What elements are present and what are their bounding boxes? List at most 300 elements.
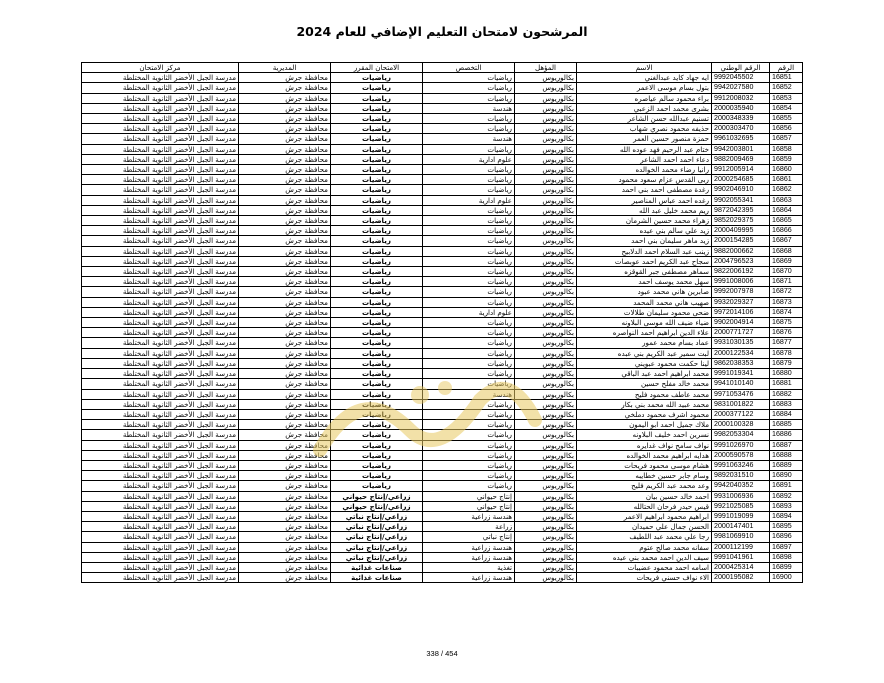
table-row (82, 307, 803, 317)
cell-directorate: محافظة جرش (239, 195, 331, 205)
cell-qualification: بكالوريوس (515, 277, 577, 287)
cell-specialization: رياضيات (423, 420, 515, 430)
cell-exam: رياضيات (331, 389, 423, 399)
cell-exam-center: مدرسة الجبل الأخضر الثانوية المختلطة (82, 399, 239, 409)
cell-qualification: بكالوريوس (515, 471, 577, 481)
cell-qualification: بكالوريوس (515, 83, 577, 93)
table-row (82, 328, 803, 338)
table-row (82, 144, 803, 154)
cell-seq: 16897 (770, 542, 803, 552)
cell-seq: 16855 (770, 114, 803, 124)
cell-national-id: 9931006936 (712, 491, 770, 501)
cell-exam: رياضيات (331, 226, 423, 236)
table-row (82, 154, 803, 164)
cell-name: بشرى محمد احمد الزعبي (577, 103, 712, 113)
cell-exam: رياضيات (331, 73, 423, 83)
cell-name: زيد علي سالم بني عيده (577, 226, 712, 236)
cell-specialization: رياضيات (423, 83, 515, 93)
cell-qualification: بكالوريوس (515, 205, 577, 215)
table-row (82, 358, 803, 368)
cell-exam-center: مدرسة الجبل الأخضر الثانوية المختلطة (82, 522, 239, 532)
table-row (82, 73, 803, 83)
cell-exam: رياضيات (331, 307, 423, 317)
cell-national-id: 9942027580 (712, 83, 770, 93)
cell-national-id: 9982053304 (712, 430, 770, 440)
cell-specialization: رياضيات (423, 93, 515, 103)
cell-name: اسامه احمد محمود عضيبات (577, 562, 712, 572)
cell-qualification: بكالوريوس (515, 338, 577, 348)
cell-qualification: بكالوريوس (515, 389, 577, 399)
cell-specialization: هندسة (423, 389, 515, 399)
cell-name: زيد ماهر سليمان بني احمد (577, 236, 712, 246)
cell-seq: 16889 (770, 460, 803, 470)
cell-name: زينب عبد السلام احمد الدلابيح (577, 246, 712, 256)
cell-exam-center: مدرسة الجبل الأخضر الثانوية المختلطة (82, 501, 239, 511)
cell-specialization: رياضيات (423, 216, 515, 226)
cell-name: رجا علي محمد عبد اللطيف (577, 532, 712, 542)
cell-seq: 16862 (770, 185, 803, 195)
cell-name: نسرين احمد خليف البلاونه (577, 430, 712, 440)
cell-exam-center: مدرسة الجبل الأخضر الثانوية المختلطة (82, 256, 239, 266)
cell-name: تسنيم عبدالله حسن الشاعر (577, 114, 712, 124)
table-row (82, 348, 803, 358)
table-row (82, 511, 803, 521)
table-row (82, 532, 803, 542)
cell-qualification: بكالوريوس (515, 165, 577, 175)
cell-name: وعد محمد عبد الكريم فليح (577, 481, 712, 491)
cell-exam-center: مدرسة الجبل الأخضر الثانوية المختلطة (82, 379, 239, 389)
cell-name: سيف الدين احمد محمد بني عيده (577, 552, 712, 562)
cell-seq: 16895 (770, 522, 803, 532)
cell-exam: رياضيات (331, 338, 423, 348)
cell-seq: 16883 (770, 399, 803, 409)
cell-directorate: محافظة جرش (239, 573, 331, 583)
cell-exam-center: مدرسة الجبل الأخضر الثانوية المختلطة (82, 562, 239, 572)
cell-seq: 16867 (770, 236, 803, 246)
cell-qualification: بكالوريوس (515, 267, 577, 277)
cell-national-id: 9981069910 (712, 532, 770, 542)
cell-directorate: محافظة جرش (239, 460, 331, 470)
table-row (82, 216, 803, 226)
table-row (82, 267, 803, 277)
cell-specialization: رياضيات (423, 318, 515, 328)
table-row (82, 205, 803, 215)
cell-national-id: 9942040352 (712, 481, 770, 491)
cell-seq: 16877 (770, 338, 803, 348)
header-name: الاسم (577, 63, 712, 73)
cell-qualification: بكالوريوس (515, 348, 577, 358)
cell-qualification: بكالوريوس (515, 552, 577, 562)
cell-seq: 16888 (770, 450, 803, 460)
cell-name: عماد بسام محمد عمور (577, 338, 712, 348)
cell-name: ريم محمد خليل عبد الله (577, 205, 712, 215)
cell-directorate: محافظة جرش (239, 226, 331, 236)
cell-seq: 16875 (770, 318, 803, 328)
cell-exam-center: مدرسة الجبل الأخضر الثانوية المختلطة (82, 103, 239, 113)
cell-seq: 16881 (770, 379, 803, 389)
cell-name: بتول بسام موسى الاعمر (577, 83, 712, 93)
cell-exam-center: مدرسة الجبل الأخضر الثانوية المختلطة (82, 124, 239, 134)
cell-specialization: رياضيات (423, 246, 515, 256)
cell-seq: 16887 (770, 440, 803, 450)
cell-qualification: بكالوريوس (515, 440, 577, 450)
cell-name: براء محمود سالم عياصره (577, 93, 712, 103)
cell-specialization: هندسة زراعية (423, 573, 515, 583)
cell-exam-center: مدرسة الجبل الأخضر الثانوية المختلطة (82, 246, 239, 256)
cell-exam: رياضيات (331, 154, 423, 164)
cell-qualification: بكالوريوس (515, 481, 577, 491)
cell-exam-center: مدرسة الجبل الأخضر الثانوية المختلطة (82, 481, 239, 491)
cell-specialization: رياضيات (423, 256, 515, 266)
cell-specialization: رياضيات (423, 124, 515, 134)
cell-exam: رياضيات (331, 277, 423, 287)
cell-seq: 16874 (770, 307, 803, 317)
cell-exam-center: مدرسة الجبل الأخضر الثانوية المختلطة (82, 267, 239, 277)
cell-directorate: محافظة جرش (239, 216, 331, 226)
cell-directorate: محافظة جرش (239, 430, 331, 440)
cell-national-id: 9892031510 (712, 471, 770, 481)
cell-national-id: 2000035940 (712, 103, 770, 113)
cell-name: هشام موسى محمود فريحات (577, 460, 712, 470)
cell-exam-center: مدرسة الجبل الأخضر الثانوية المختلطة (82, 114, 239, 124)
cell-specialization: رياضيات (423, 348, 515, 358)
cell-specialization: رياضيات (423, 430, 515, 440)
cell-national-id: 2000771727 (712, 328, 770, 338)
cell-national-id: 9831001822 (712, 399, 770, 409)
cell-national-id: 2000303470 (712, 124, 770, 134)
cell-directorate: محافظة جرش (239, 501, 331, 511)
cell-name: محمد خالد مفلح حسين (577, 379, 712, 389)
cell-specialization: علوم ادارية (423, 307, 515, 317)
cell-seq: 16851 (770, 73, 803, 83)
cell-specialization: رياضيات (423, 185, 515, 195)
cell-directorate: محافظة جرش (239, 542, 331, 552)
cell-qualification: بكالوريوس (515, 491, 577, 501)
cell-name: دعاء احمد احمد الشاعر (577, 154, 712, 164)
cell-national-id: 9912005914 (712, 165, 770, 175)
cell-specialization: تغذية (423, 562, 515, 572)
cell-specialization: هندسة زراعية (423, 511, 515, 521)
cell-seq: 16886 (770, 430, 803, 440)
table-row (82, 420, 803, 430)
cell-seq: 16870 (770, 267, 803, 277)
cell-specialization: إنتاج حيواني (423, 491, 515, 501)
cell-exam-center: مدرسة الجبل الأخضر الثانوية المختلطة (82, 165, 239, 175)
cell-exam: رياضيات (331, 399, 423, 409)
cell-national-id: 2004796523 (712, 256, 770, 266)
cell-specialization: رياضيات (423, 399, 515, 409)
cell-qualification: بكالوريوس (515, 511, 577, 521)
cell-national-id: 2000154285 (712, 236, 770, 246)
cell-qualification: بكالوريوس (515, 236, 577, 246)
cell-specialization: رياضيات (423, 471, 515, 481)
cell-seq: 16884 (770, 409, 803, 419)
cell-seq: 16864 (770, 205, 803, 215)
cell-seq: 16861 (770, 175, 803, 185)
table-row (82, 471, 803, 481)
cell-directorate: محافظة جرش (239, 103, 331, 113)
cell-exam: زراعي/إنتاج نباتي (331, 552, 423, 562)
cell-exam-center: مدرسة الجبل الأخضر الثانوية المختلطة (82, 440, 239, 450)
cell-exam-center: مدرسة الجبل الأخضر الثانوية المختلطة (82, 348, 239, 358)
cell-name: علاء الدين ابراهيم احمد النواصره (577, 328, 712, 338)
table-row (82, 552, 803, 562)
table-row (82, 226, 803, 236)
cell-directorate: محافظة جرش (239, 440, 331, 450)
cell-exam-center: مدرسة الجبل الأخضر الثانوية المختلطة (82, 542, 239, 552)
cell-specialization: علوم ادارية (423, 154, 515, 164)
cell-directorate: محافظة جرش (239, 185, 331, 195)
cell-specialization: رياضيات (423, 114, 515, 124)
cell-qualification: بكالوريوس (515, 562, 577, 572)
cell-exam-center: مدرسة الجبل الأخضر الثانوية المختلطة (82, 134, 239, 144)
table-row (82, 134, 803, 144)
cell-exam: رياضيات (331, 216, 423, 226)
cell-name: زهراء محمد حسين الشرمان (577, 216, 712, 226)
cell-national-id: 9931030135 (712, 338, 770, 348)
table-row (82, 236, 803, 246)
cell-exam: رياضيات (331, 144, 423, 154)
cell-directorate: محافظة جرش (239, 481, 331, 491)
cell-exam: رياضيات (331, 114, 423, 124)
cell-exam: رياضيات (331, 318, 423, 328)
cell-seq: 16868 (770, 246, 803, 256)
cell-name: حمزة منصور حسين العمر (577, 134, 712, 144)
cell-specialization: رياضيات (423, 165, 515, 175)
cell-seq: 16898 (770, 552, 803, 562)
cell-exam-center: مدرسة الجبل الأخضر الثانوية المختلطة (82, 420, 239, 430)
cell-specialization: رياضيات (423, 287, 515, 297)
cell-name: صهيب هاني محمد المحمد (577, 297, 712, 307)
cell-name: سماهر مصطفى جبر القوقزه (577, 267, 712, 277)
cell-national-id: 2000425314 (712, 562, 770, 572)
cell-exam: رياضيات (331, 103, 423, 113)
cell-qualification: بكالوريوس (515, 103, 577, 113)
cell-exam: زراعي/إنتاج حيواني (331, 501, 423, 511)
page-number: 338 / 454 (426, 649, 458, 658)
cell-specialization: زراعة (423, 522, 515, 532)
cell-national-id: 9942003801 (712, 144, 770, 154)
cell-exam: رياضيات (331, 369, 423, 379)
cell-qualification: بكالوريوس (515, 532, 577, 542)
cell-exam-center: مدرسة الجبل الأخضر الثانوية المختلطة (82, 369, 239, 379)
cell-directorate: محافظة جرش (239, 450, 331, 460)
cell-qualification: بكالوريوس (515, 216, 577, 226)
cell-name: ايه جهاد كايد عبدالغني (577, 73, 712, 83)
cell-specialization: رياضيات (423, 236, 515, 246)
table-row (82, 165, 803, 175)
cell-seq: 16885 (770, 420, 803, 430)
cell-national-id: 2000409995 (712, 226, 770, 236)
cell-qualification: بكالوريوس (515, 409, 577, 419)
cell-exam-center: مدرسة الجبل الأخضر الثانوية المختلطة (82, 83, 239, 93)
cell-national-id: 9882000662 (712, 246, 770, 256)
cell-qualification: بكالوريوس (515, 450, 577, 460)
cell-national-id: 9991026970 (712, 440, 770, 450)
cell-name: سفانه محمد صالح عتوم (577, 542, 712, 552)
cell-national-id: 9932029327 (712, 297, 770, 307)
cell-national-id: 9902046910 (712, 185, 770, 195)
cell-exam-center: مدرسة الجبل الأخضر الثانوية المختلطة (82, 73, 239, 83)
cell-seq: 16857 (770, 134, 803, 144)
cell-seq: 16860 (770, 165, 803, 175)
table-row (82, 450, 803, 460)
cell-national-id: 2000147401 (712, 522, 770, 532)
table-header-row (82, 63, 803, 73)
cell-directorate: محافظة جرش (239, 83, 331, 93)
cell-name: قيس حيدر فرحان الحتالله (577, 501, 712, 511)
cell-directorate: محافظة جرش (239, 307, 331, 317)
cell-seq: 16892 (770, 491, 803, 501)
cell-name: سهل محمد يوسف احمد (577, 277, 712, 287)
cell-name: وسام جابر حسين خطايبه (577, 471, 712, 481)
cell-name: ختام عبد الرحيم فهد عوده الله (577, 144, 712, 154)
cell-exam-center: مدرسة الجبل الأخضر الثانوية المختلطة (82, 389, 239, 399)
cell-specialization: رياضيات (423, 267, 515, 277)
table-row (82, 542, 803, 552)
table-row (82, 256, 803, 266)
cell-national-id: 2000195082 (712, 573, 770, 583)
cell-directorate: محافظة جرش (239, 165, 331, 175)
cell-directorate: محافظة جرش (239, 348, 331, 358)
cell-qualification: بكالوريوس (515, 175, 577, 185)
cell-exam: رياضيات (331, 175, 423, 185)
table-row (82, 522, 803, 532)
cell-exam-center: مدرسة الجبل الأخضر الثانوية المختلطة (82, 358, 239, 368)
table-row (82, 195, 803, 205)
cell-specialization: رياضيات (423, 460, 515, 470)
table-row (82, 185, 803, 195)
table-row (82, 501, 803, 511)
cell-qualification: بكالوريوس (515, 114, 577, 124)
cell-qualification: بكالوريوس (515, 328, 577, 338)
cell-qualification: بكالوريوس (515, 287, 577, 297)
cell-specialization: رياضيات (423, 379, 515, 389)
cell-name: ابراهيم محمود ابراهيم الاعمر (577, 511, 712, 521)
cell-specialization: هندسة (423, 103, 515, 113)
table-row (82, 103, 803, 113)
cell-specialization: رياضيات (423, 277, 515, 287)
cell-seq: 16873 (770, 297, 803, 307)
cell-exam: زراعي/إنتاج نباتي (331, 511, 423, 521)
cell-seq: 16865 (770, 216, 803, 226)
cell-directorate: محافظة جرش (239, 328, 331, 338)
cell-name: حذيفه محمود نصري شهاب (577, 124, 712, 134)
cell-name: محمد ابراهيم احمد عبد الباقي (577, 369, 712, 379)
cell-qualification: بكالوريوس (515, 73, 577, 83)
cell-directorate: محافظة جرش (239, 420, 331, 430)
cell-exam: رياضيات (331, 236, 423, 246)
cell-exam: رياضيات (331, 195, 423, 205)
cell-exam: صناعات غذائية (331, 573, 423, 583)
cell-exam: رياضيات (331, 409, 423, 419)
cell-qualification: بكالوريوس (515, 185, 577, 195)
cell-specialization: رياضيات (423, 358, 515, 368)
cell-seq: 16876 (770, 328, 803, 338)
cell-seq: 16872 (770, 287, 803, 297)
cell-seq: 16900 (770, 573, 803, 583)
cell-exam: رياضيات (331, 246, 423, 256)
cell-directorate: محافظة جرش (239, 338, 331, 348)
cell-directorate: محافظة جرش (239, 114, 331, 124)
cell-qualification: بكالوريوس (515, 93, 577, 103)
cell-national-id: 9921025085 (712, 501, 770, 511)
cell-exam: رياضيات (331, 440, 423, 450)
cell-specialization: رياضيات (423, 175, 515, 185)
cell-exam-center: مدرسة الجبل الأخضر الثانوية المختلطة (82, 195, 239, 205)
cell-seq: 16893 (770, 501, 803, 511)
cell-exam-center: مدرسة الجبل الأخضر الثانوية المختلطة (82, 552, 239, 562)
cell-directorate: محافظة جرش (239, 144, 331, 154)
cell-directorate: محافظة جرش (239, 277, 331, 287)
cell-exam: صناعات غذائية (331, 562, 423, 572)
cell-exam: رياضيات (331, 358, 423, 368)
cell-name: رغده احمد عباس المناصير (577, 195, 712, 205)
cell-directorate: محافظة جرش (239, 175, 331, 185)
cell-seq: 16859 (770, 154, 803, 164)
cell-national-id: 2000122534 (712, 348, 770, 358)
cell-exam-center: مدرسة الجبل الأخضر الثانوية المختلطة (82, 144, 239, 154)
cell-name: محمد عبيد الله محمد بني بكار (577, 399, 712, 409)
cell-qualification: بكالوريوس (515, 522, 577, 532)
cell-qualification: بكالوريوس (515, 154, 577, 164)
table-row (82, 287, 803, 297)
cell-seq: 16880 (770, 369, 803, 379)
cell-directorate: محافظة جرش (239, 399, 331, 409)
cell-directorate: محافظة جرش (239, 358, 331, 368)
cell-exam-center: مدرسة الجبل الأخضر الثانوية المختلطة (82, 511, 239, 521)
table-row (82, 318, 803, 328)
cell-national-id: 9852029375 (712, 216, 770, 226)
cell-exam: رياضيات (331, 256, 423, 266)
cell-specialization: رياضيات (423, 481, 515, 491)
cell-seq: 16858 (770, 144, 803, 154)
cell-exam-center: مدرسة الجبل الأخضر الثانوية المختلطة (82, 471, 239, 481)
cell-directorate: محافظة جرش (239, 154, 331, 164)
cell-directorate: محافظة جرش (239, 124, 331, 134)
cell-specialization: إنتاج حيواني (423, 501, 515, 511)
cell-exam-center: مدرسة الجبل الأخضر الثانوية المختلطة (82, 318, 239, 328)
cell-directorate: محافظة جرش (239, 297, 331, 307)
table-row (82, 460, 803, 470)
page-title: المرشحون لامتحان التعليم الإضافي للعام 2024 (296, 24, 588, 39)
table-row (82, 573, 803, 583)
cell-seq: 16879 (770, 358, 803, 368)
cell-name: نواف سامح نواف غدايره (577, 440, 712, 450)
cell-national-id: 2000590578 (712, 450, 770, 460)
cell-specialization: رياضيات (423, 369, 515, 379)
cell-national-id: 9972014106 (712, 307, 770, 317)
cell-national-id: 9822006192 (712, 267, 770, 277)
cell-qualification: بكالوريوس (515, 246, 577, 256)
cell-exam-center: مدرسة الجبل الأخضر الثانوية المختلطة (82, 205, 239, 215)
cell-exam-center: مدرسة الجبل الأخضر الثانوية المختلطة (82, 226, 239, 236)
header-exam: الامتحان المقرر (331, 63, 423, 73)
table-row (82, 83, 803, 93)
cell-exam: رياضيات (331, 185, 423, 195)
cell-exam-center: مدرسة الجبل الأخضر الثانوية المختلطة (82, 460, 239, 470)
cell-directorate: محافظة جرش (239, 369, 331, 379)
cell-exam-center: مدرسة الجبل الأخضر الثانوية المختلطة (82, 216, 239, 226)
cell-directorate: محافظة جرش (239, 552, 331, 562)
table-row (82, 562, 803, 572)
cell-specialization: رياضيات (423, 226, 515, 236)
cell-exam: زراعي/إنتاج نباتي (331, 542, 423, 552)
cell-exam-center: مدرسة الجبل الأخضر الثانوية المختلطة (82, 491, 239, 501)
table-row (82, 246, 803, 256)
cell-exam: رياضيات (331, 450, 423, 460)
cell-name: ضياء ضيف الله موسى البلاونه (577, 318, 712, 328)
